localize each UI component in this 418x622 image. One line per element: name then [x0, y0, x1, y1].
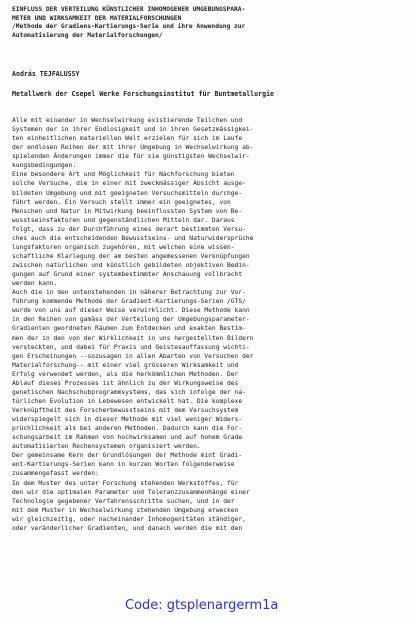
body-line: lungsfaktoren organisch zugehören, mit welchen eine wissen-	[12, 243, 235, 251]
body-line: automatisierten Rechensystemen organisiert werden.	[12, 443, 201, 451]
body-line: Auch die in den untenstehenden in näherer Betrachtung zur Vor-	[12, 289, 246, 297]
body-line: schaftliche Klarlegung der am besten angemessenen Verknüpfungen	[12, 252, 250, 260]
author-affiliation	[12, 90, 274, 98]
body-line: Materialforschung-- mit einer viel grösseren Wirksamkeit und	[12, 361, 239, 369]
body-line: den wir die optimalen Parameter und Toleranzzusammenhänge einer	[12, 488, 250, 496]
body-line: wusstseinsfaktoren und gegenständlichen Mitteln dar. Daraus	[12, 216, 235, 224]
body-line: ten einheitlichen materiellen Welt erzielen für sich im Laufe	[12, 135, 243, 143]
body-line: Menschen und Natur in Mitwirkung beeinflussten System von Be-	[12, 207, 243, 215]
body-line: men der in den von der Wirklichkeit in uns hergestellten Bildern	[12, 334, 254, 342]
body-line: wurde von uns auf dieser Weise verwirklicht. Diese Methode kann	[12, 307, 250, 315]
document-code-label: Code: gtsplenargerm1a	[125, 598, 279, 613]
affiliation-line: Metallwerk der Csepel Werke Forschungsinstitut für Buntmetallurgie	[12, 90, 275, 98]
body-line: solche Versuche, die in einer mit zweckmässiger Absicht ausge-	[12, 180, 246, 188]
body-line: zusammengefasst werden:	[12, 470, 99, 478]
body-line: Verknüpftheit des Forscherbewusstseins mit dem Versuchsystem	[12, 407, 239, 414]
body-line: Systemen der in ihrer Endlosigkeit und in ihren Gesetzmässigkei-	[12, 126, 254, 134]
body-line: wir gleichzeitig, oder nacheinander Inhomogenitäten ständiger,	[12, 515, 246, 523]
author-name: András TEJFALUSSY	[12, 70, 80, 78]
body-line: werden kann.	[12, 280, 58, 288]
body-line: prüchlichkeit als bei anderen Methoden. Dadurch kann die For-	[12, 425, 243, 433]
body-line: ent-Kartierungs-Serien kann in kurzen Worten folgenderweise	[12, 461, 235, 469]
title-line: METER UND WIRKSAMKEIT DER MATERIALFORSCHUNGEN	[12, 14, 182, 22]
body-line: Ablauf dieses Prozesses ist ähnlich zu der Wirkungsweise des	[12, 379, 239, 387]
body-line: oder veränderlicher Gradienten, und danach werden die mit den	[12, 524, 243, 532]
body-line: Gradienten geordneten Räumen zum Entdecken und exakten Bestim-	[12, 325, 246, 333]
body-line: gungen auf Grund einer systembestimmter Anschauung vollbracht	[12, 271, 243, 279]
body-line: in den Reihen von gamäss der Verteilung der Umgebungsparameter-	[12, 316, 250, 324]
body-line: führung kommende Methode der Gradient-Kartierungs-Serien /GTS/	[12, 298, 246, 306]
body-line: Erfolg verwendet werden, als die herkömmlichen Methoden. Der	[12, 370, 239, 378]
title-line: /Methode der Gradiens-Kartierungs-Serie und ihre Anwendung zur	[12, 23, 246, 31]
body-line: folgt, dass zu der Durchführung eines derart bestimmten Versu-	[12, 225, 246, 233]
body-line: zwischen natürlichen und künstlich gebildeten objektiven Bedin-	[12, 262, 250, 269]
document-title	[12, 6, 412, 40]
body-line: gen Erscheinungen --sozusagen in allen Abarten von Versuchen der	[12, 352, 254, 360]
body-line: Technologie gegebener Verfahrensschritte suchen, und in der	[12, 497, 235, 505]
body-line: widerspiegelt sich in dieser Methode mit viel weniger Widers-	[12, 416, 243, 424]
body-line: bildeten Umgebung und mit geeigneten Versuchsmitteln durchge-	[12, 189, 243, 197]
title-line: Automatisierung der Materialforschungen/	[12, 31, 163, 39]
body-line: führt werden. Ein Versuch stellt immer ein geeignetes, von	[12, 198, 231, 206]
body-line: kungsbedingungen.	[12, 162, 77, 170]
body-text	[12, 116, 412, 533]
body-line: schungsarbeit im Rahmen von hochwirksamen und auf hohem Grade	[12, 434, 243, 442]
body-line: spielenden Änderungen immer die für sie günstigsten Wechselwir-	[12, 153, 250, 161]
body-line: Der gemeinsame Kern der Grundlösungen der Methode mint Gradi-	[12, 452, 243, 460]
body-line: ches auch die entscheidenden Bewusstseins- und Naturwidersprüche	[12, 234, 254, 242]
body-line: türlichen Evolution in Lebewesen entwickelt hat. Die komplexe	[12, 397, 243, 405]
title-line: EINFLUSS DER VERTEILUNG KÜNSTLICHER INHOMOGENER UMGEBUNGSPARA-	[12, 6, 246, 13]
body-line: versteckten, und dabei für Praxis und Geistesauffassung wichti-	[12, 343, 250, 351]
body-line: der endlosen Reihen der mit ihrer Umgebung in Wechselwirkung ab-	[12, 144, 254, 152]
body-line: Alle mit einander in Wechselwirkung existierende Teilchen und	[12, 117, 243, 124]
body-line: In dem Muster des unter Forschung stehenden Werkstoffes, für	[12, 479, 239, 487]
body-line: genetischen Nachschubprogrammsystems, das sich infolge der na-	[12, 388, 246, 396]
body-line: Eine besondere Art und Möglichkeit für Nachforschung bieten	[12, 171, 235, 179]
body-line: mit dem Muster in Wechselwirkung stehenden Umgebung erwecken	[12, 506, 239, 514]
